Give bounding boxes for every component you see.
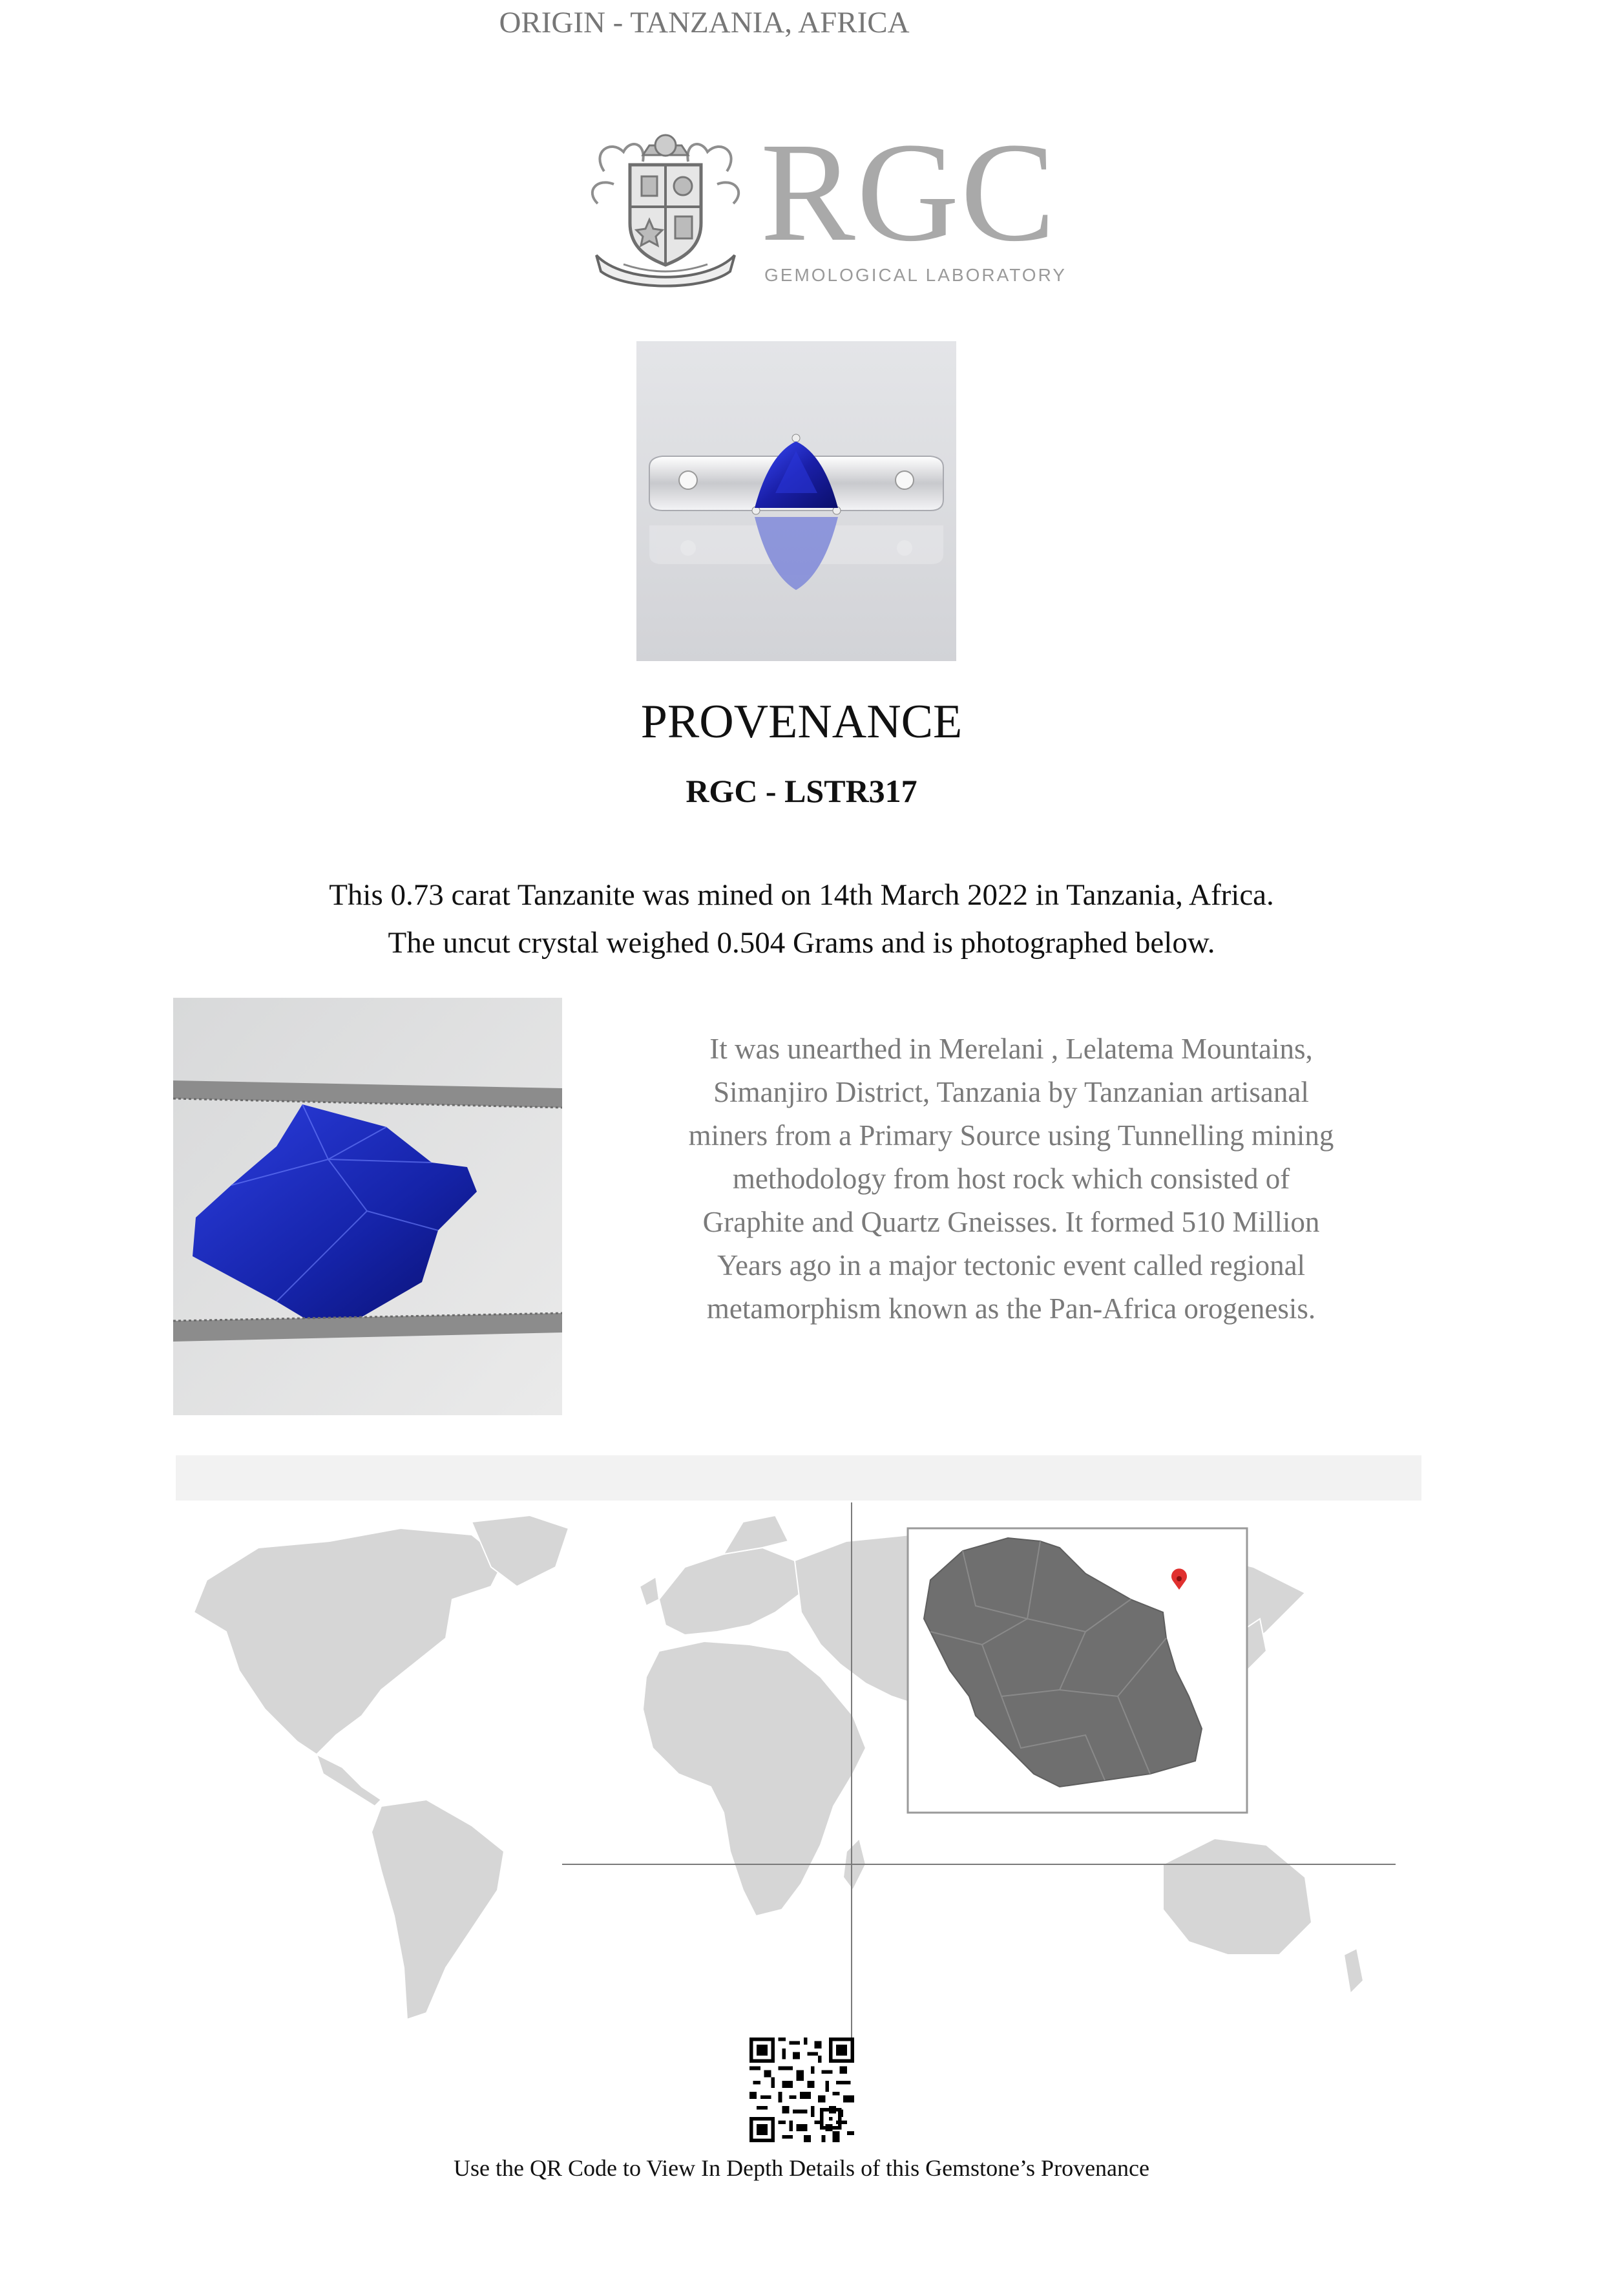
description-line: Simanjiro District, Tanzania by Tanzanian artisanal bbox=[713, 1076, 1309, 1108]
origin-label: ORIGIN - TANZANIA, AFRICA bbox=[499, 6, 910, 39]
description-line: metamorphism known as the Pan-Africa orogenesis. bbox=[706, 1292, 1316, 1325]
logo-wordmark: RGC bbox=[760, 113, 1057, 271]
lab-logo bbox=[585, 113, 1067, 294]
description-line: Graphite and Quartz Gneisses. It formed 510 Million bbox=[702, 1206, 1320, 1238]
intro-line-1: This 0.73 carat Tanzanite was mined on 14th March 2022 in Tanzania, Africa. bbox=[329, 878, 1274, 912]
provenance-description bbox=[646, 1027, 1376, 1331]
certificate-reference: RGC - LSTR317 bbox=[686, 773, 917, 809]
description-line: methodology from host rock which consisted of bbox=[732, 1163, 1290, 1195]
description-line: miners from a Primary Source using Tunnelling mining bbox=[688, 1119, 1334, 1152]
logo-subtitle: GEMOLOGICAL LABORATORY bbox=[764, 265, 1067, 285]
description-line: It was unearthed in Merelani , Lelatema Mountains, bbox=[709, 1033, 1313, 1065]
rough-crystal-photo bbox=[173, 998, 562, 1415]
description-line: Years ago in a major tectonic event called regional bbox=[717, 1249, 1306, 1281]
crest-icon bbox=[585, 126, 746, 288]
tanzania-inset-map bbox=[908, 1528, 1247, 1813]
qr-code[interactable] bbox=[749, 2038, 854, 2142]
intro-line-2: The uncut crystal weighed 0.504 Grams and is photographed below. bbox=[388, 926, 1215, 960]
intro-paragraph bbox=[129, 871, 1474, 967]
world-map bbox=[168, 1502, 1396, 2058]
origin-banner bbox=[176, 1455, 1421, 1501]
document-title: PROVENANCE bbox=[640, 695, 963, 748]
qr-caption: Use the QR Code to View In Depth Details of this Gemstone’s Provenance bbox=[454, 2155, 1149, 2181]
ring-photo bbox=[636, 341, 956, 661]
